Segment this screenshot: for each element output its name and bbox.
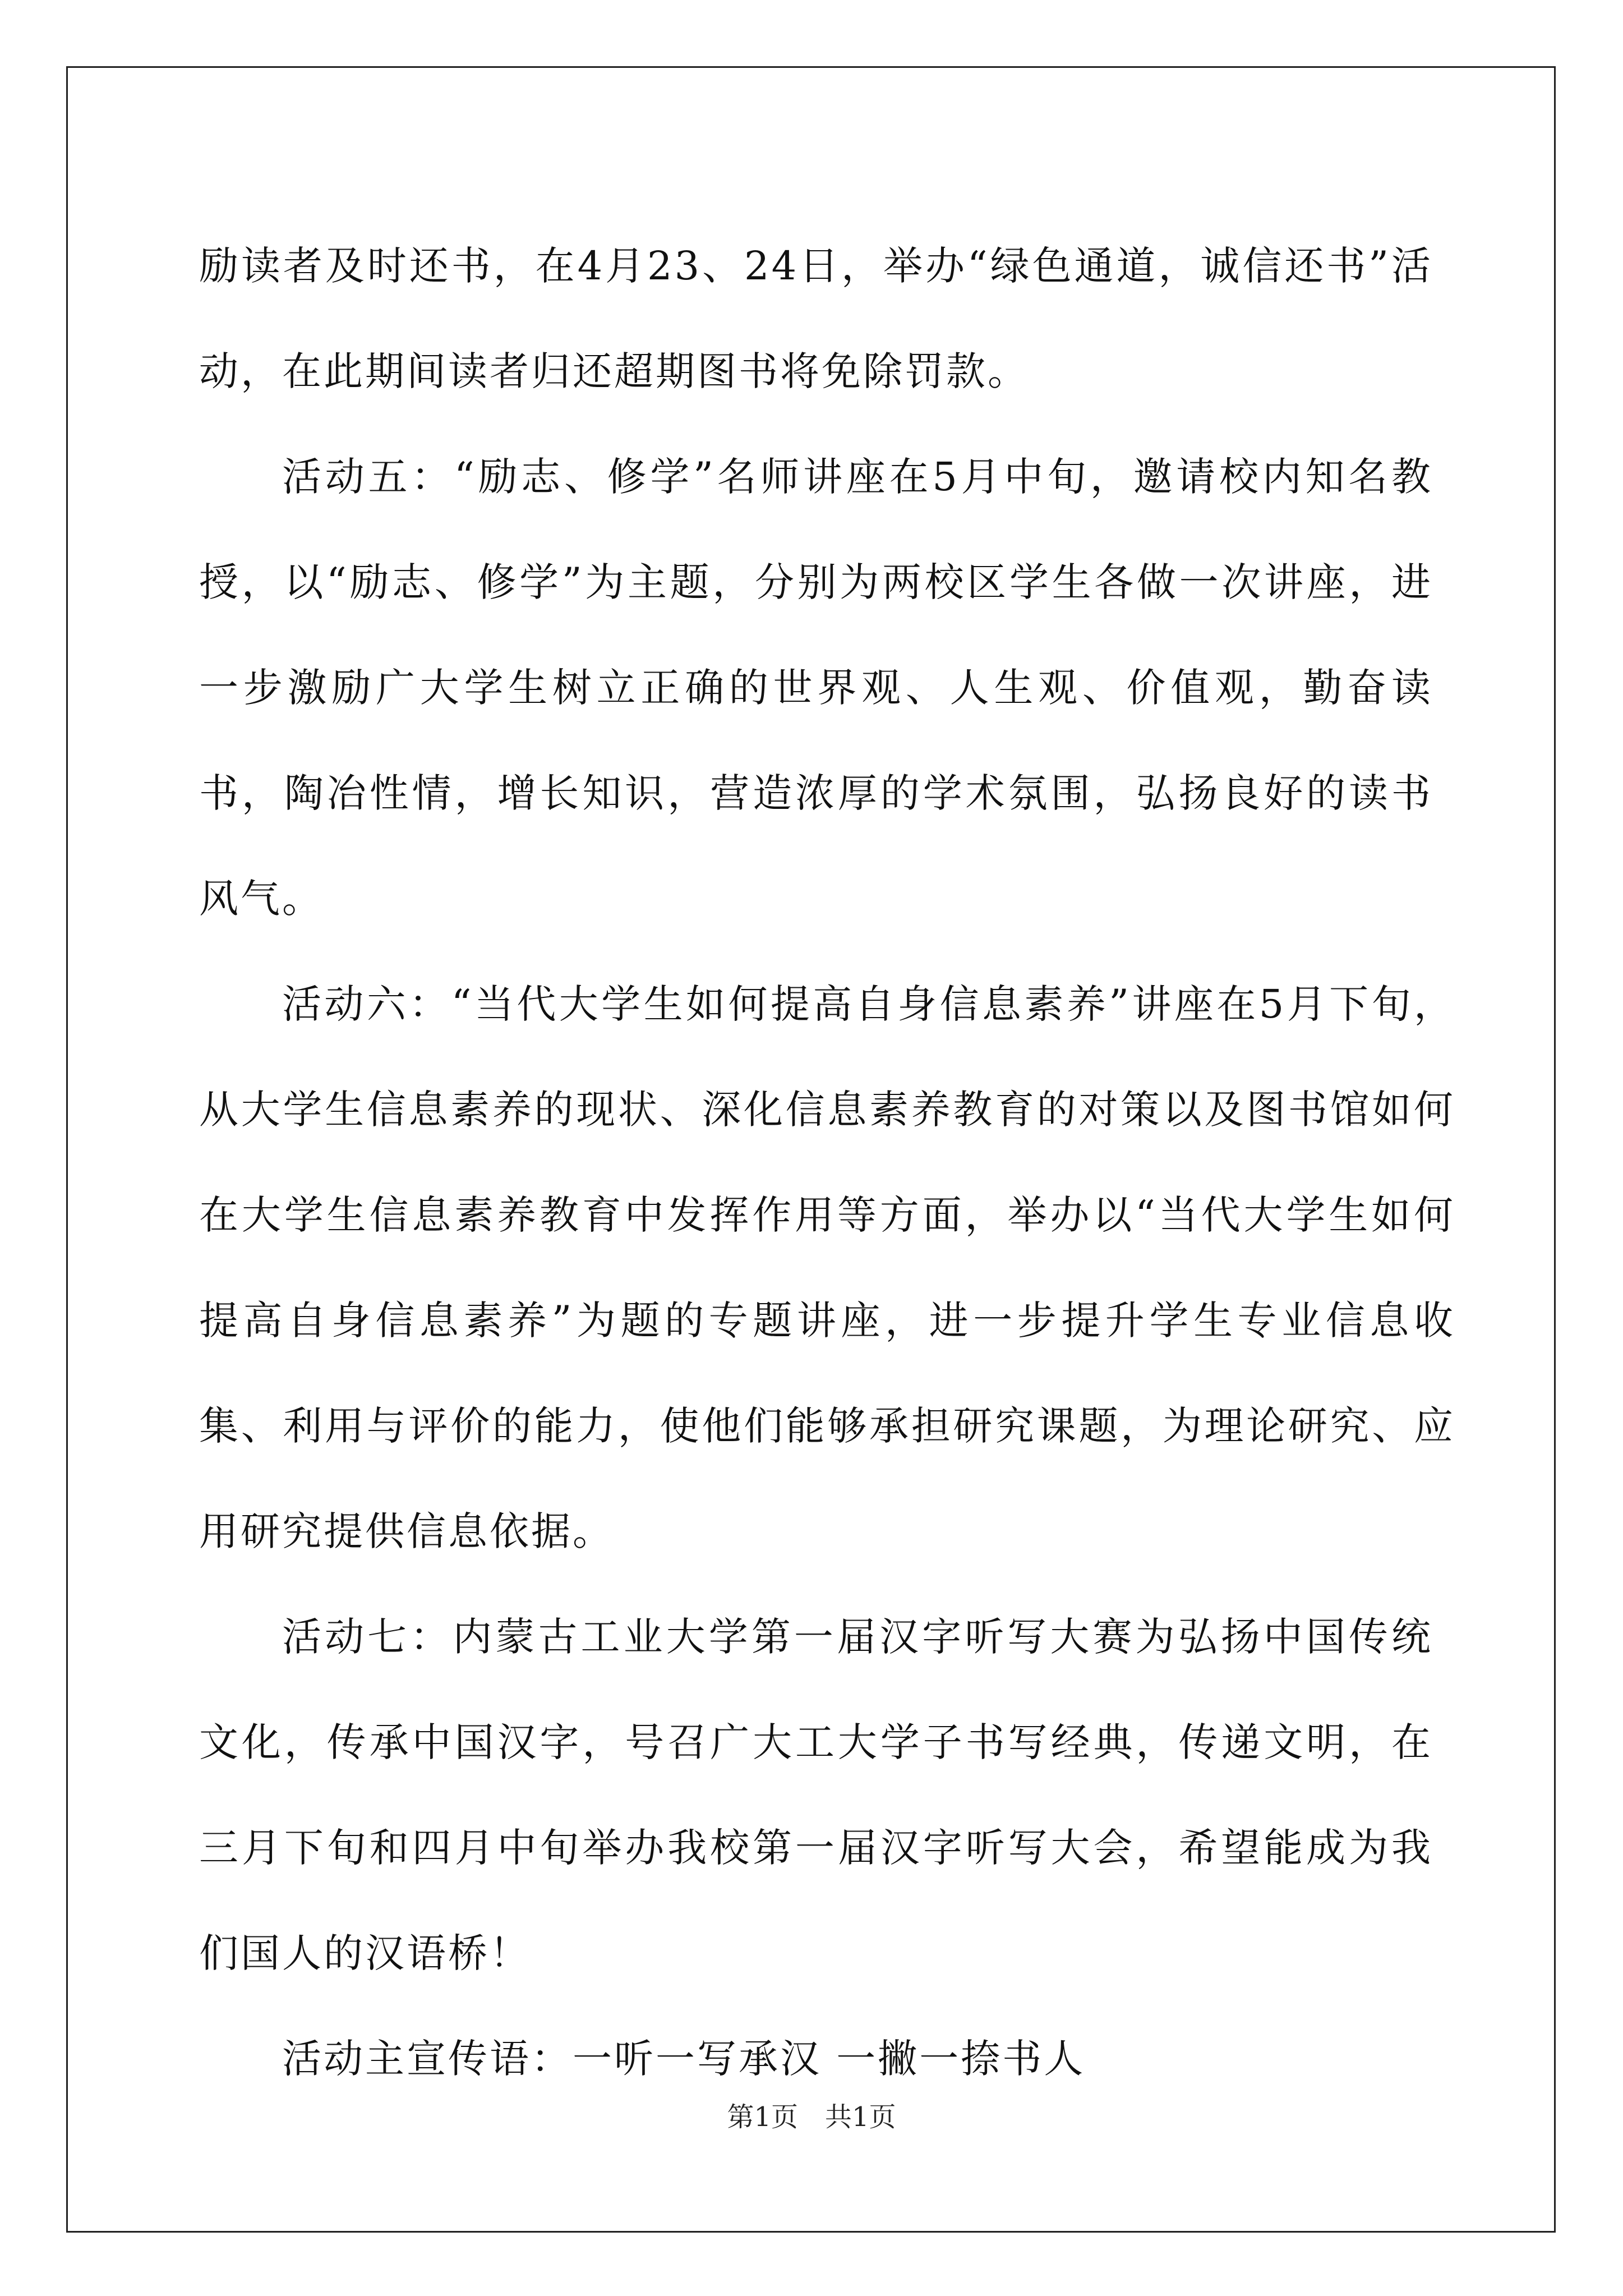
paragraph-activity-six: 活动六：“当代大学生如何提高自身信息素养”讲座在5月下旬，从大学生信息素养的现状、深化信息素养教育的对策以及图书馆如何在大学生信息素养教育中发挥作用等方面，举办以“当代大学生如何提高自身信息素养”为题的专题讲座，进一步提升学生专业信息收集、利用与评价的能力，使他们能够承担研究课题，为理论研究、应用研究提供信息依据。 (199, 981, 1455, 1554)
paragraph-slogan: 活动主宣传语：一听一写承汉 一撇一捺书人 (282, 2036, 1086, 2082)
paragraph-activity-five: 活动五：“励志、修学”名师讲座在5月中旬，邀请校内知名教授，以“励志、修学”为主题，分别为两校区学生各做一次讲座，进一步激励广大学生树立正确的世界观、人生观、价值观，勤奋读书，陶冶性情，增长知识，营造浓厚的学术氛围，弘扬良好的读书风气。 (199, 454, 1433, 922)
document-body (199, 213, 1489, 2111)
page-number: 第1页 共1页 (727, 2101, 896, 2133)
paragraph-activity-seven: 活动七：内蒙古工业大学第一届汉字听写大赛为弘扬中国传统文化，传承中国汉字，号召广大工大学子书写经典，传递文明，在三月下旬和四月中旬举办我校第一届汉字听写大会，希望能成为我们国人的汉语桥！ (199, 1614, 1433, 1976)
paragraph-continuation: 励读者及时还书，在4月23、24日，举办“绿色通道，诚信还书”活动，在此期间读者归还超期图书将免除罚款。 (199, 243, 1433, 394)
